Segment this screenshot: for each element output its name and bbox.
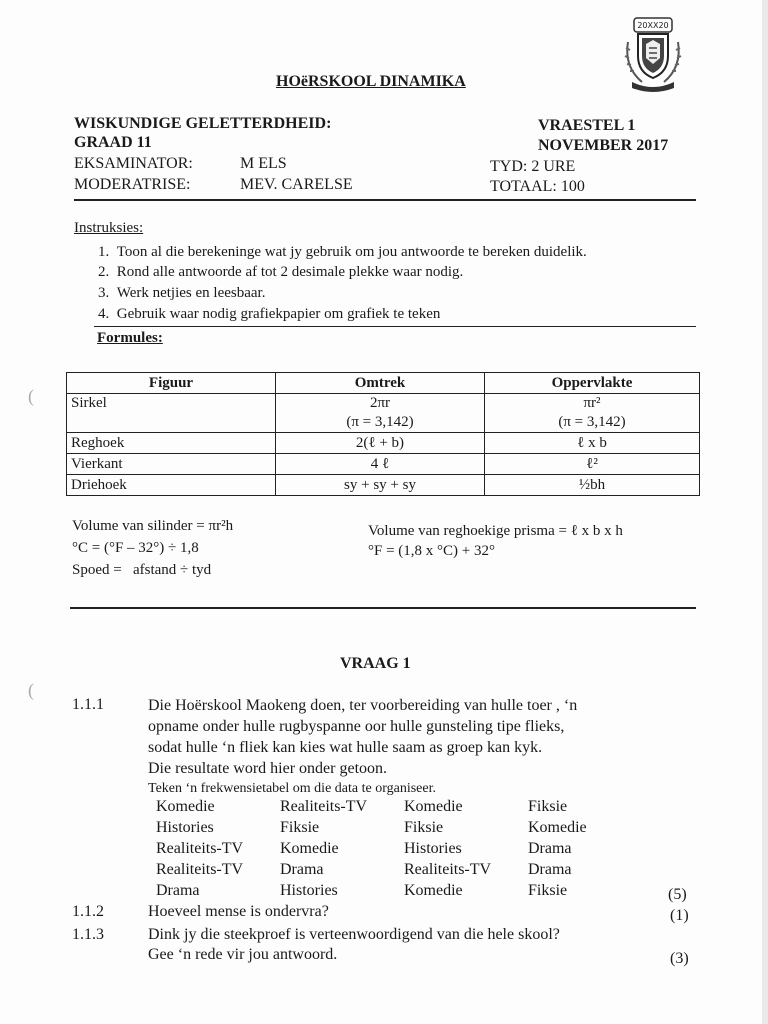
question-text-line: Die resultate word hier onder getoon. (148, 760, 388, 777)
data-row (156, 882, 616, 903)
school-name: HOëRSKOOL DINAMIKA (276, 73, 466, 90)
data-row (156, 861, 616, 882)
data-cell: Komedie (528, 819, 587, 836)
question-text-line: Gee ‘n rede vir jou antwoord. (148, 946, 338, 963)
figure-cell: Sirkel (67, 394, 276, 433)
question-number: 1.1.3 (72, 926, 104, 943)
scan-mark: ( (28, 680, 34, 700)
data-cell: Drama (156, 882, 200, 899)
grade-label: GRAAD 11 (74, 134, 152, 151)
table-row (67, 454, 700, 475)
data-row (156, 798, 616, 819)
section-divider (70, 607, 696, 609)
column-header: Figuur (67, 373, 276, 394)
scan-mark: ( (28, 386, 34, 406)
perimeter-cell: 4 ℓ (276, 454, 485, 475)
svg-text:20XX20: 20XX20 (637, 21, 669, 30)
school-crest-logo (620, 12, 686, 94)
area-cell (485, 394, 700, 433)
figure-cell: Reghoek (67, 433, 276, 454)
area-cell: ℓ² (485, 454, 700, 475)
pi-value: (π = 3,142) (558, 414, 626, 430)
exam-total: TOTAAL: 100 (490, 178, 585, 195)
column-header: Omtrek (276, 373, 485, 394)
question-number: 1.1.1 (72, 696, 104, 713)
data-cell: Fiksie (528, 798, 568, 815)
instruction-item: 4. Gebruik waar nodig grafiekpapier om grafiek te teken (98, 306, 441, 322)
exam-time: TYD: 2 URE (490, 158, 576, 175)
moderator-label: MODERATRISE: (74, 176, 191, 193)
figure-cell: Driehoek (67, 475, 276, 496)
instructions-heading: Instruksies: (74, 220, 144, 236)
fahrenheit-formula: °F = (1,8 x °C) + 32° (368, 543, 496, 559)
data-cell: Realiteits-TV (404, 861, 492, 878)
celsius-formula: °C = (°F – 32°) ÷ 1,8 (72, 540, 199, 556)
perimeter-formula: 2πr (369, 395, 391, 411)
pi-value: (π = 3,142) (346, 414, 414, 430)
data-cell: Realiteits-TV (156, 861, 244, 878)
data-cell: Histories (404, 840, 462, 857)
data-cell: Drama (280, 861, 324, 878)
area-cell: ½bh (485, 475, 700, 496)
question-task: Teken ‘n frekwensietabel om die data te organiseer. (148, 781, 436, 796)
data-cell: Komedie (404, 798, 463, 815)
table-row (67, 433, 700, 454)
data-cell: Komedie (280, 840, 339, 857)
subject-title: WISKUNDIGE GELETTERDHEID: (74, 115, 332, 132)
paper-number: VRAESTEL 1 (538, 117, 636, 134)
header-divider (74, 199, 696, 201)
data-row (156, 819, 616, 840)
perimeter-cell: sy + sy + sy (276, 475, 485, 496)
data-cell: Fiksie (404, 819, 444, 836)
cylinder-volume-formula: Volume van silinder = πr²h (72, 518, 234, 534)
formula-table (66, 372, 700, 496)
marks-label: (1) (670, 907, 689, 924)
data-cell: Realiteits-TV (156, 840, 244, 857)
question-text-line: Die Hoërskool Maokeng doen, ter voorbereiding van hulle toer , ‘n (148, 697, 578, 714)
data-cell: Histories (156, 819, 214, 836)
data-cell: Komedie (156, 798, 215, 815)
marks-label: (3) (670, 950, 689, 967)
data-row (156, 840, 616, 861)
instruction-item: 1. Toon al die berekeninge wat jy gebruik om jou antwoorde te bereken duidelik. (98, 244, 587, 260)
question-text-line: opname onder hulle rugbyspanne oor hulle gunsteling tipe flieks, (148, 718, 565, 735)
examiner-value: M ELS (240, 155, 287, 172)
question-title: VRAAG 1 (340, 655, 411, 672)
instruction-item: 3. Werk netjies en leesbaar. (98, 285, 266, 301)
data-cell: Fiksie (528, 882, 568, 899)
marks-label: (5) (668, 886, 687, 903)
data-cell: Komedie (404, 882, 463, 899)
formulas-heading: Formules: (97, 330, 163, 346)
perimeter-cell: 2(ℓ + b) (276, 433, 485, 454)
question-number: 1.1.2 (72, 903, 104, 920)
prism-volume-formula: Volume van reghoekige prisma = ℓ x b x h (368, 523, 623, 539)
figure-cell: Vierkant (67, 454, 276, 475)
survey-data-grid (156, 798, 616, 903)
exam-date: NOVEMBER 2017 (538, 137, 669, 154)
moderator-value: MEV. CARELSE (240, 176, 353, 193)
column-header: Oppervlakte (485, 373, 700, 394)
area-formula: πr² (583, 395, 601, 411)
question-text-line: sodat hulle ‘n fliek kan kies wat hulle saam as groep kan kyk. (148, 739, 543, 756)
perimeter-cell (276, 394, 485, 433)
question-text-line: Hoeveel mense is ondervra? (148, 903, 329, 920)
instructions-divider (94, 326, 696, 327)
data-cell: Histories (280, 882, 338, 899)
area-cell: ℓ x b (485, 433, 700, 454)
examiner-label: EKSAMINATOR: (74, 155, 193, 172)
page-edge-shadow (762, 0, 768, 1024)
question-text-line: Dink jy die steekproef is verteenwoordigend van die hele skool? (148, 926, 560, 943)
table-row (67, 475, 700, 496)
table-row (67, 394, 700, 433)
table-header-row (67, 373, 700, 394)
speed-formula: Spoed = afstand ÷ tyd (72, 562, 212, 578)
data-cell: Drama (528, 861, 572, 878)
instruction-item: 2. Rond alle antwoorde af tot 2 desimale plekke waar nodig. (98, 264, 464, 280)
data-cell: Realiteits-TV (280, 798, 368, 815)
data-cell: Fiksie (280, 819, 320, 836)
data-cell: Drama (528, 840, 572, 857)
